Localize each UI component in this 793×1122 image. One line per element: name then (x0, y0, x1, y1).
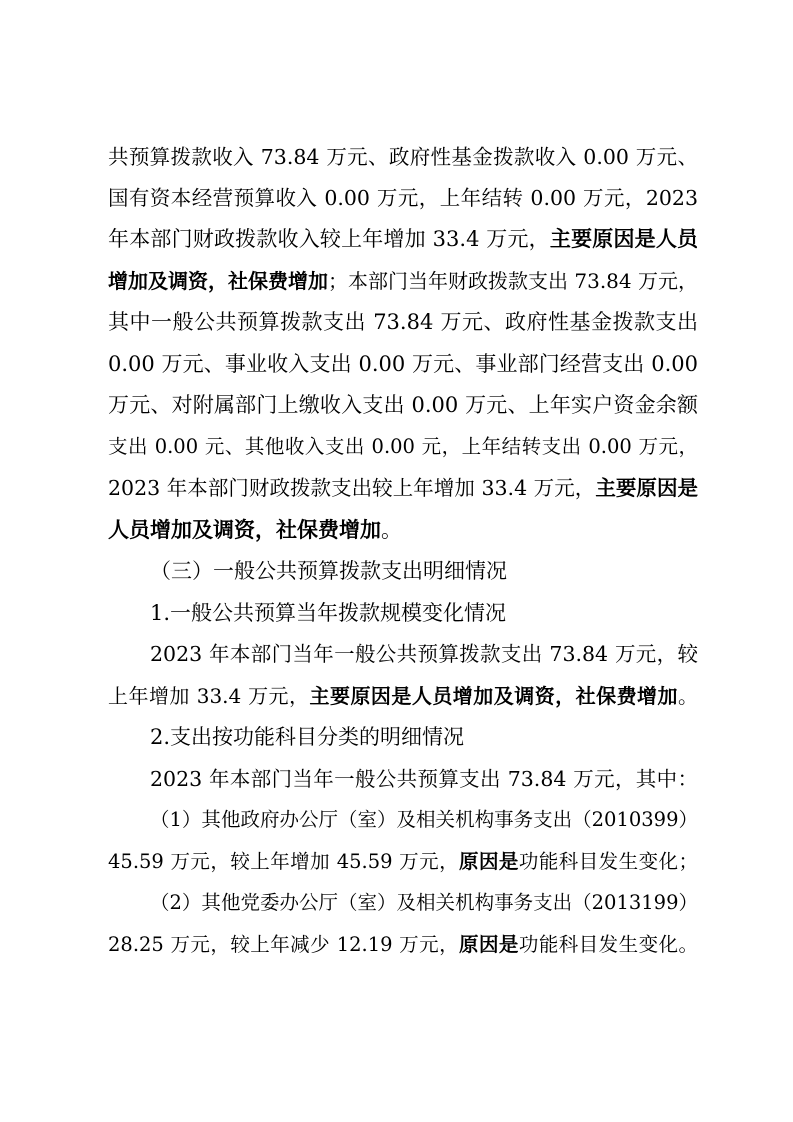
text-run: 。 (381, 518, 402, 542)
paragraph-line (108, 385, 698, 425)
text-run: 0.00 万元、事业收入支出 0.00 万元、事业部门经营支出 0.00 (108, 352, 698, 376)
paragraph-line (150, 883, 698, 923)
text-run: 。 (678, 684, 698, 708)
text-run: （2）其他党委办公厅（室）及相关机构事务支出（2013199） (150, 891, 698, 914)
bold-text-run: 人员增加及调资，社保费增加 (108, 517, 381, 542)
paragraph-line (150, 759, 698, 799)
text-run: 支出 0.00 元、其他收入支出 0.00 元，上年结转支出 0.00 万元， (108, 435, 698, 458)
text-run: 2023 年本部门财政拨款支出较上年增加 33.4 万元， (108, 476, 596, 500)
text-run: 28.25 万元，较上年减少 12.19 万元， (108, 933, 460, 956)
paragraph-line (108, 510, 698, 550)
paragraph-line (108, 468, 698, 508)
text-run: 1.一般公共预算当年拨款规模变化情况 (150, 601, 507, 625)
text-run: 共预算拨款收入 73.84 万元、政府性基金拨款收入 0.00 万元、 (108, 145, 698, 169)
text-run: ；本部门当年财政拨款支出 73.84 万元， (328, 269, 698, 293)
bold-text-run: 增加及调资，社保费增加 (108, 269, 329, 293)
paragraph-line (150, 800, 698, 840)
bold-text-run: 主要原因是 (595, 476, 698, 500)
paragraph-line (150, 634, 698, 674)
subsection-heading (150, 717, 698, 757)
text-run: 45.59 万元，较上年增加 45.59 万元， (108, 850, 460, 873)
paragraph-line (108, 219, 698, 259)
section-heading (150, 551, 698, 591)
text-run: 国有资本经营预算收入 0.00 万元，上年结转 0.00 万元，2023 (108, 186, 698, 210)
text-run: （1）其他政府办公厅（室）及相关机构事务支出（2010399） (150, 808, 698, 831)
paragraph-line (108, 137, 698, 177)
text-run: （三）一般公共预算拨款支出明细情况 (150, 559, 507, 583)
text-run: 2023 年本部门当年一般公共预算支出 73.84 万元，其中： (150, 767, 698, 791)
text-run: 功能科目发生变化。 (518, 933, 698, 956)
paragraph-line (108, 344, 698, 384)
text-run: 上年增加 33.4 万元， (108, 684, 310, 708)
bold-text-run: 主要原因是人员增加及调资，社保费增加 (309, 684, 678, 708)
text-run: 万元、对附属部门上缴收入支出 0.00 万元、上年实户资金余额 (108, 393, 698, 417)
bold-text-run: 原因是 (459, 850, 519, 873)
paragraph-line (108, 302, 698, 342)
paragraph-line (108, 261, 698, 301)
paragraph-line (108, 925, 698, 965)
text-run: 其中一般公共预算拨款支出 73.84 万元、政府性基金拨款支出 (108, 310, 698, 334)
bold-text-run: 主要原因是人员 (549, 226, 699, 251)
paragraph-line (108, 427, 698, 467)
paragraph-line (108, 178, 698, 218)
paragraph-line (108, 676, 698, 716)
text-run: 年本部门财政拨款收入较上年增加 33.4 万元， (108, 227, 550, 251)
text-run: 2023 年本部门当年一般公共预算拨款支出 73.84 万元，较 (150, 642, 698, 666)
text-run: 功能科目发生变化； (518, 850, 698, 873)
text-run: 2.支出按功能科目分类的明细情况 (150, 725, 465, 749)
paragraph-line (108, 842, 698, 882)
bold-text-run: 原因是 (459, 933, 519, 956)
subsection-heading (150, 593, 698, 633)
